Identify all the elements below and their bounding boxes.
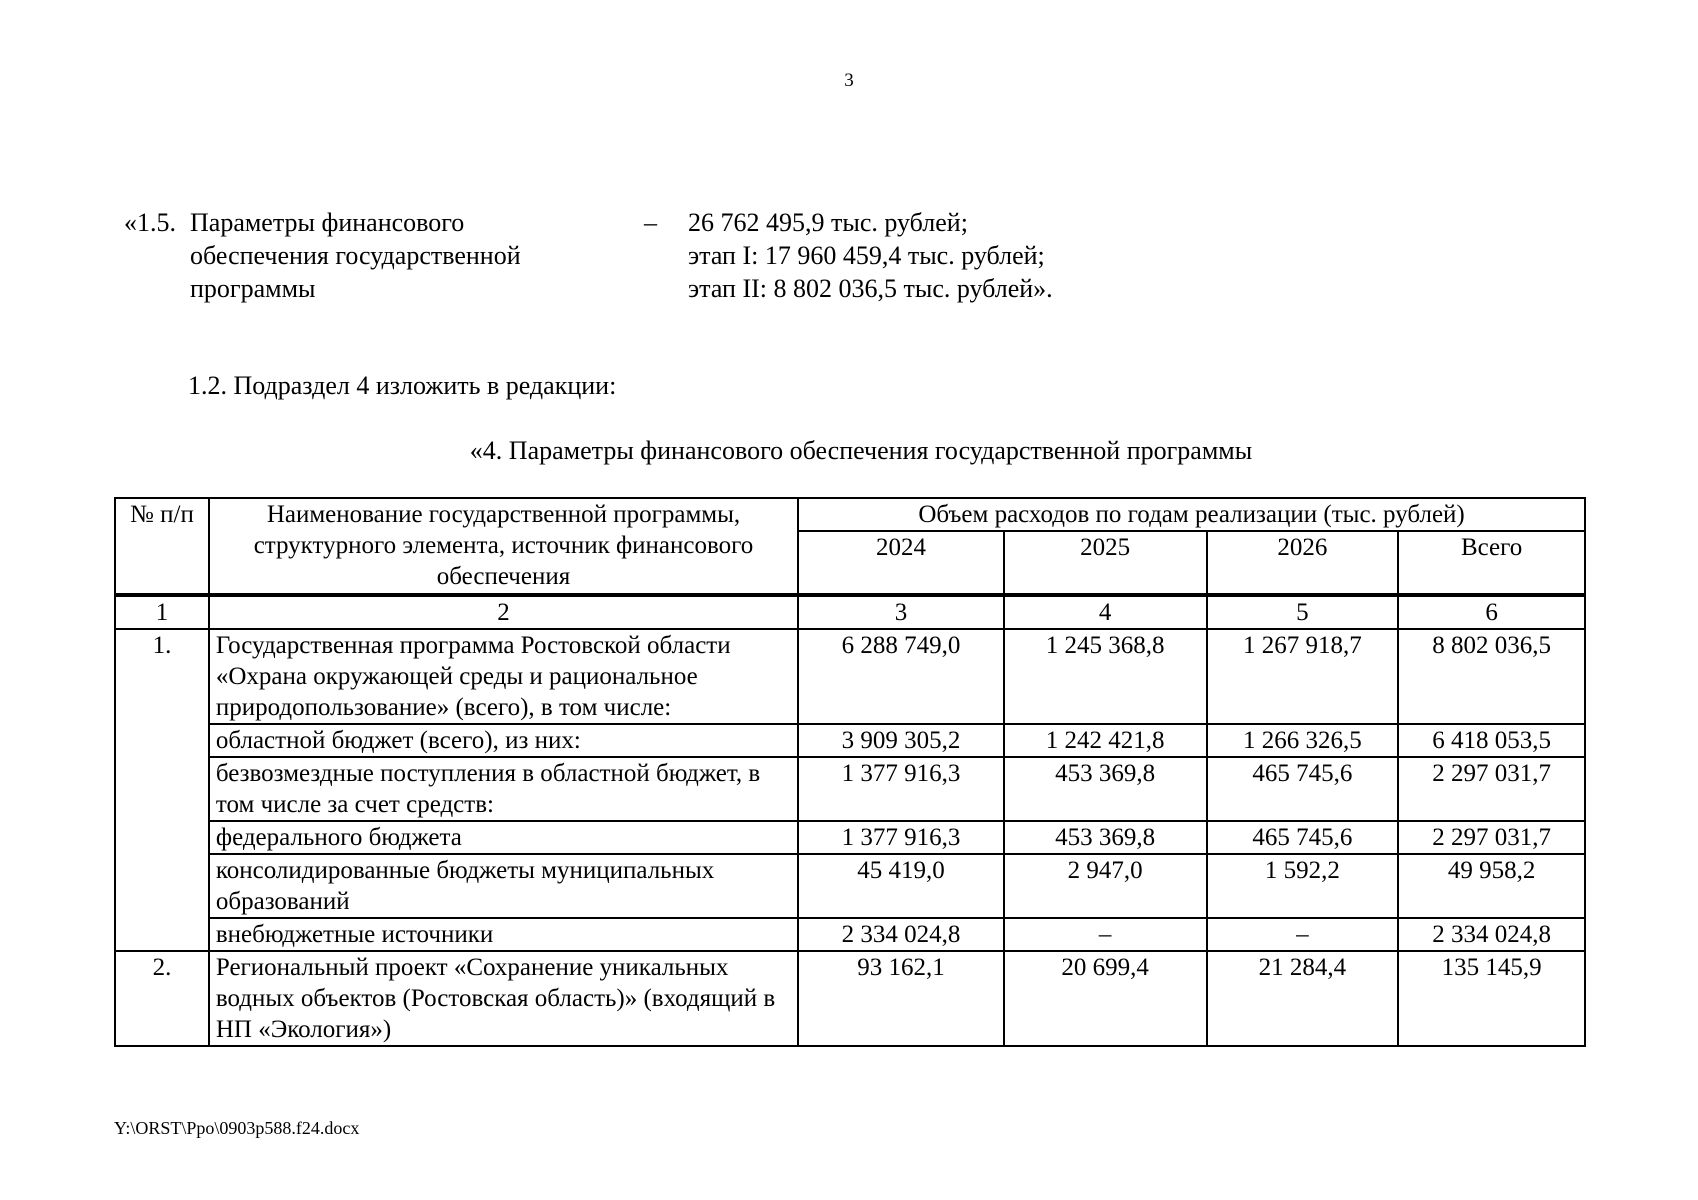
- header-year-2025: 2025: [1004, 531, 1207, 595]
- row-name: консолидированные бюджеты муниципальных образований: [209, 854, 798, 918]
- value-2025: 453 369,8: [1004, 757, 1207, 821]
- row-number: 1.: [115, 629, 209, 951]
- row-name: безвозмездные поступления в областной бюджет, в том числе за счет средств:: [209, 757, 798, 821]
- value-2026: –: [1207, 918, 1399, 951]
- column-number: 6: [1398, 595, 1585, 629]
- value-2026: 21 284,4: [1207, 951, 1399, 1046]
- table-row: [115, 854, 1585, 918]
- value-2024: 93 162,1: [798, 951, 1004, 1046]
- value-2026: 1 592,2: [1207, 854, 1399, 918]
- table-row: [115, 629, 1585, 724]
- passport-item-number: «1.5.: [124, 208, 176, 237]
- row-name: Региональный проект «Сохранение уникальных водных объектов (Ростовская область)» (входящий в НП «Экология»): [209, 951, 798, 1046]
- header-year-2026: 2026: [1207, 531, 1399, 595]
- value-total: 2 297 031,7: [1398, 821, 1585, 854]
- row-name: областной бюджет (всего), из них:: [209, 724, 798, 757]
- header-number: № п/п: [115, 498, 209, 595]
- header-name: Наименование государственной программы, структурного элемента, источник финансового обеспечения: [209, 498, 798, 595]
- value-2025: 453 369,8: [1004, 821, 1207, 854]
- passport-item-label: [190, 206, 590, 305]
- passport-value-line: этап II: 8 802 036,5 тыс. рублей».: [688, 274, 1053, 303]
- passport-value-line: 26 762 495,9 тыс. рублей;: [688, 208, 968, 237]
- value-2026: 465 745,6: [1207, 757, 1399, 821]
- financing-table: [114, 497, 1586, 1047]
- instruction-paragraph: 1.2. Подраздел 4 изложить в редакции:: [188, 371, 617, 400]
- page-number: 3: [844, 70, 854, 91]
- passport-item-value: [688, 206, 1248, 305]
- table-row: [115, 951, 1585, 1046]
- column-number: 3: [798, 595, 1004, 629]
- column-numbers-row: [115, 595, 1585, 629]
- header-year-2024: 2024: [798, 531, 1004, 595]
- row-name: Государственная программа Ростовской области «Охрана окружающей среды и рациональное природопользование» (всего), в том числе:: [209, 629, 798, 724]
- passport-value-line: этап I: 17 960 459,4 тыс. рублей;: [688, 241, 1045, 270]
- row-name: федерального бюджета: [209, 821, 798, 854]
- table-row: [115, 757, 1585, 821]
- row-name: внебюджетные источники: [209, 918, 798, 951]
- header-volume: Объем расходов по годам реализации (тыс. рублей): [798, 498, 1585, 531]
- value-2024: 1 377 916,3: [798, 821, 1004, 854]
- value-total: 6 418 053,5: [1398, 724, 1585, 757]
- table-row: [115, 918, 1585, 951]
- value-2025: –: [1004, 918, 1207, 951]
- passport-dash: –: [644, 208, 657, 237]
- value-total: 49 958,2: [1398, 854, 1585, 918]
- row-number: 2.: [115, 951, 209, 1046]
- table-row: [115, 821, 1585, 854]
- table-row: [115, 724, 1585, 757]
- value-2025: 20 699,4: [1004, 951, 1207, 1046]
- footer-file-path: Y:\ORST\Ppo\0903p588.f24.docx: [114, 1118, 360, 1138]
- value-total: 2 334 024,8: [1398, 918, 1585, 951]
- value-2025: 1 242 421,8: [1004, 724, 1207, 757]
- table-title: «4. Параметры финансового обеспечения государственной программы: [469, 436, 1253, 465]
- passport-label-line: программы: [190, 274, 316, 303]
- value-2024: 6 288 749,0: [798, 629, 1004, 724]
- value-total: 135 145,9: [1398, 951, 1585, 1046]
- value-2026: 1 267 918,7: [1207, 629, 1399, 724]
- value-2024: 3 909 305,2: [798, 724, 1004, 757]
- passport-label-line: обеспечения государственной: [190, 241, 521, 270]
- column-number: 5: [1207, 595, 1399, 629]
- value-2025: 2 947,0: [1004, 854, 1207, 918]
- value-2026: 465 745,6: [1207, 821, 1399, 854]
- table-header-row: [115, 498, 1585, 531]
- value-2025: 1 245 368,8: [1004, 629, 1207, 724]
- value-total: 2 297 031,7: [1398, 757, 1585, 821]
- column-number: 1: [115, 595, 209, 629]
- value-2024: 45 419,0: [798, 854, 1004, 918]
- value-total: 8 802 036,5: [1398, 629, 1585, 724]
- value-2024: 2 334 024,8: [798, 918, 1004, 951]
- header-total: Всего: [1398, 531, 1585, 595]
- passport-label-line: Параметры финансового: [190, 208, 465, 237]
- value-2026: 1 266 326,5: [1207, 724, 1399, 757]
- column-number: 4: [1004, 595, 1207, 629]
- value-2024: 1 377 916,3: [798, 757, 1004, 821]
- column-number: 2: [209, 595, 798, 629]
